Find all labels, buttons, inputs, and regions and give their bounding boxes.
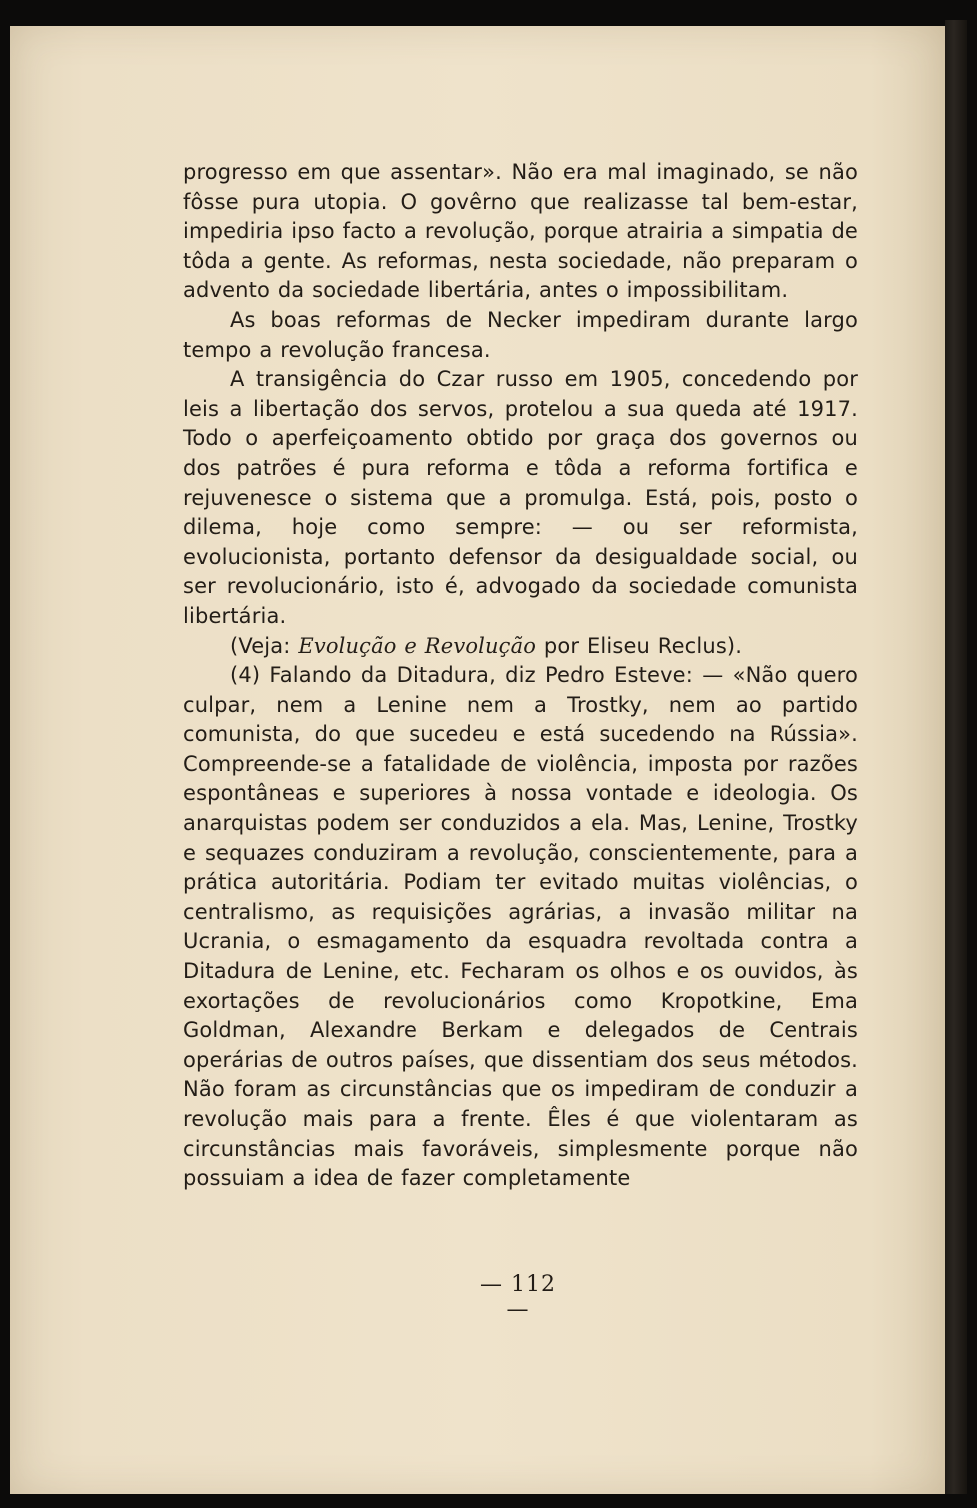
- paragraph-5-footnote: (4) Falando da Ditadura, diz Pedro Esteve: — «Não quero culpar, nem a Lenine nem a Trostky, nem ao partido comunista, do que sucedeu e está sucedendo na Rússia». Compreende-se a fatalidade de violência, imposta por razões espontâneas e superiores à nossa vontade e ideologia. Os anarquistas podem ser conduzidos a ela. Mas, Lenine, Trostky e sequazes conduziram a revolução, conscientemente, para a prática autoritária. Podiam ter evitado muitas violências, o centralismo, as requisições agrárias, a invasão militar na Ucrania, o esmagamento da esquadra revoltada contra a Ditadura de Lenine, etc. Fecharam os olhos e os ouvidos, às exortações de revolucionários como Kropotkine, Ema Goldman, Alexandre Berkam e delegados de Centrais operárias de outros países, que dissentiam dos seus métodos. Não foram as circunstâncias que os impediram de conduzir a revolução mais para a frente. Êles é que violentaram as circunstâncias mais favoráveis, simplesmente porque não possuiam a idea de fazer completamente: [183, 663, 858, 1191]
- paragraph-3: A transigência do Czar russo em 1905, concedendo por leis a libertação dos servos, protelou a sua queda até 1917. Todo o aperfeiçoamento obtido por graça dos governos ou dos patrões é pura reforma e tôda a reforma fortifica e rejuvenesce o sistema que a promulga. Está, pois, posto o dilema, hoje como sempre: — ou ser reformista, evolucionista, portanto defensor da desigualdade social, ou ser revolucionário, isto é, advogado da sociedade comunista libertária.: [183, 367, 858, 628]
- book-title-italic: Evolução e Revolução: [298, 633, 537, 658]
- page-number: — 112 —: [480, 1272, 556, 1322]
- page-edge: [945, 20, 967, 1494]
- paragraph-1: progresso em que assentar». Não era mal imaginado, se não fôsse pura utopia. O govêrno que realizasse tal bem-estar, impediria ipso facto a revolução, porque atrairia a simpatia de tôda a gente. As reformas, nesta sociedade, não preparam o advento da sociedade libertária, antes o impossibilitam.: [183, 160, 858, 303]
- paragraph-4-reference: (Veja: Evolução e Revolução por Eliseu Reclus).: [230, 633, 743, 658]
- paragraph-2: As boas reformas de Necker impediram durante largo tempo a revolução francesa.: [183, 307, 858, 362]
- body-text: [183, 158, 858, 1194]
